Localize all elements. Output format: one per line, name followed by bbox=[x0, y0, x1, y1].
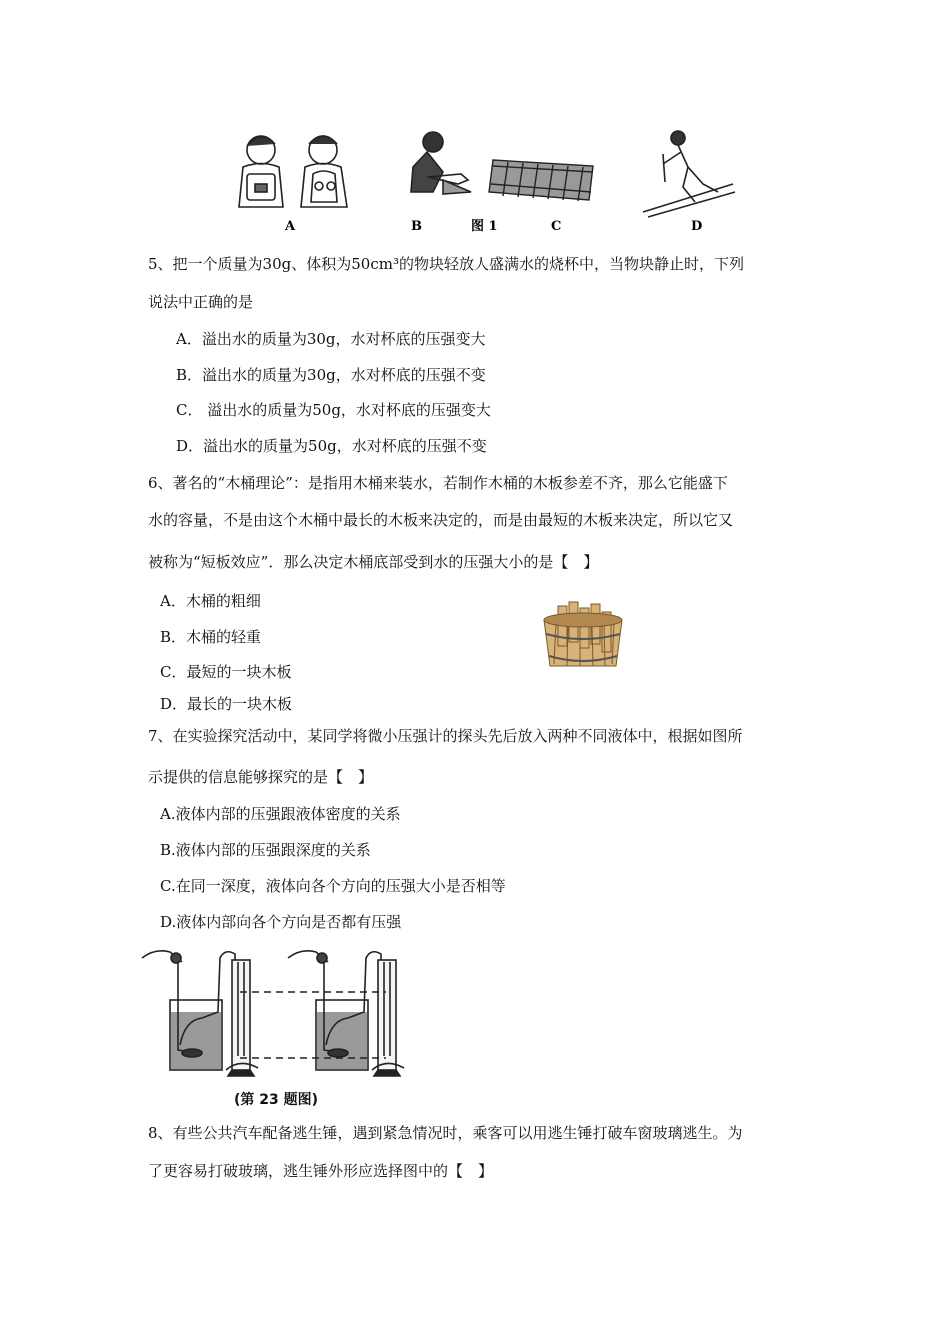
skier-icon bbox=[643, 131, 735, 217]
figure-1-illustration bbox=[143, 122, 748, 240]
q6-stem-line-2: 水的容量，不是由这个木桶中最长的木板来决定的，而是由最短的木板来决定，所以它又 bbox=[148, 511, 734, 529]
figure-1 bbox=[143, 122, 748, 240]
railway-track-icon bbox=[489, 160, 593, 201]
q5-option-c: C． 溢出水的质量为50g，水对杯底的压强变大 bbox=[176, 401, 491, 419]
q5-option-b: B．溢出水的质量为30g，水对杯底的压强不变 bbox=[176, 366, 486, 384]
q6-option-c: C．最短的一块木板 bbox=[160, 663, 292, 681]
q7-stem-line-1: 7、在实验探究活动中，某同学将微小压强计的探头先后放入两种不同液体中，根据如图所 bbox=[148, 727, 743, 745]
q6-stem-line-1: 6、著名的“木桶理论”：是指用木桶来装水，若制作木桶的木板参差不齐，那么它能盛下 bbox=[148, 474, 728, 492]
backpack-children-icon bbox=[239, 136, 347, 207]
q7-option-a: A.液体内部的压强跟液体密度的关系 bbox=[160, 805, 401, 823]
figure-1-label-c: C bbox=[551, 219, 562, 234]
q7-option-b: B.液体内部的压强跟深度的关系 bbox=[160, 841, 371, 859]
figure-1-label-b: B bbox=[411, 219, 422, 234]
q6-option-a: A．木桶的粗细 bbox=[160, 592, 261, 610]
q8-stem-line-1: 8、有些公共汽车配备逃生锤，遇到紧急情况时，乘客可以用逃生锤打破车窗玻璃逃生。为 bbox=[148, 1124, 743, 1142]
figure-1-label-d: D bbox=[691, 219, 703, 234]
q5-option-a: A．溢出水的质量为30g，水对杯底的压强变大 bbox=[176, 330, 486, 348]
q7-option-c: C.在同一深度，液体向各个方向的压强大小是否相等 bbox=[160, 877, 506, 895]
q7-figure-caption: (第 23 题图) bbox=[234, 1092, 319, 1108]
q5-option-d: D．溢出水的质量为50g，水对杯底的压强不变 bbox=[176, 437, 487, 455]
q7-option-d: D.液体内部向各个方向是否都有压强 bbox=[160, 913, 402, 931]
figure-1-label-a: A bbox=[285, 219, 296, 234]
q6-option-d: D．最长的一块木板 bbox=[160, 695, 293, 713]
wooden-bucket-figure bbox=[536, 600, 630, 672]
q6-stem-line-3: 被称为“短板效应”．那么决定木桶底部受到水的压强大小的是【 】 bbox=[148, 553, 599, 571]
q6-option-b: B．木桶的轻重 bbox=[160, 628, 262, 646]
person-knife-icon bbox=[411, 132, 471, 194]
wooden-bucket-icon bbox=[536, 600, 630, 672]
q8-stem-line-2: 了更容易打破玻璃，逃生锤外形应选择图中的【 】 bbox=[148, 1162, 494, 1180]
q5-stem-line-1: 5、把一个质量为30g、体积为50cm³的物块轻放人盛满水的烧杯中，当物块静止时，下列 bbox=[148, 255, 744, 273]
q7-stem-line-2: 示提供的信息能够探究的是【 】 bbox=[148, 768, 374, 786]
pressure-gauge-apparatus-icon bbox=[140, 940, 425, 1110]
figure-1-caption: 图 1 bbox=[471, 219, 498, 234]
q5-stem-line-2: 说法中正确的是 bbox=[148, 293, 254, 311]
